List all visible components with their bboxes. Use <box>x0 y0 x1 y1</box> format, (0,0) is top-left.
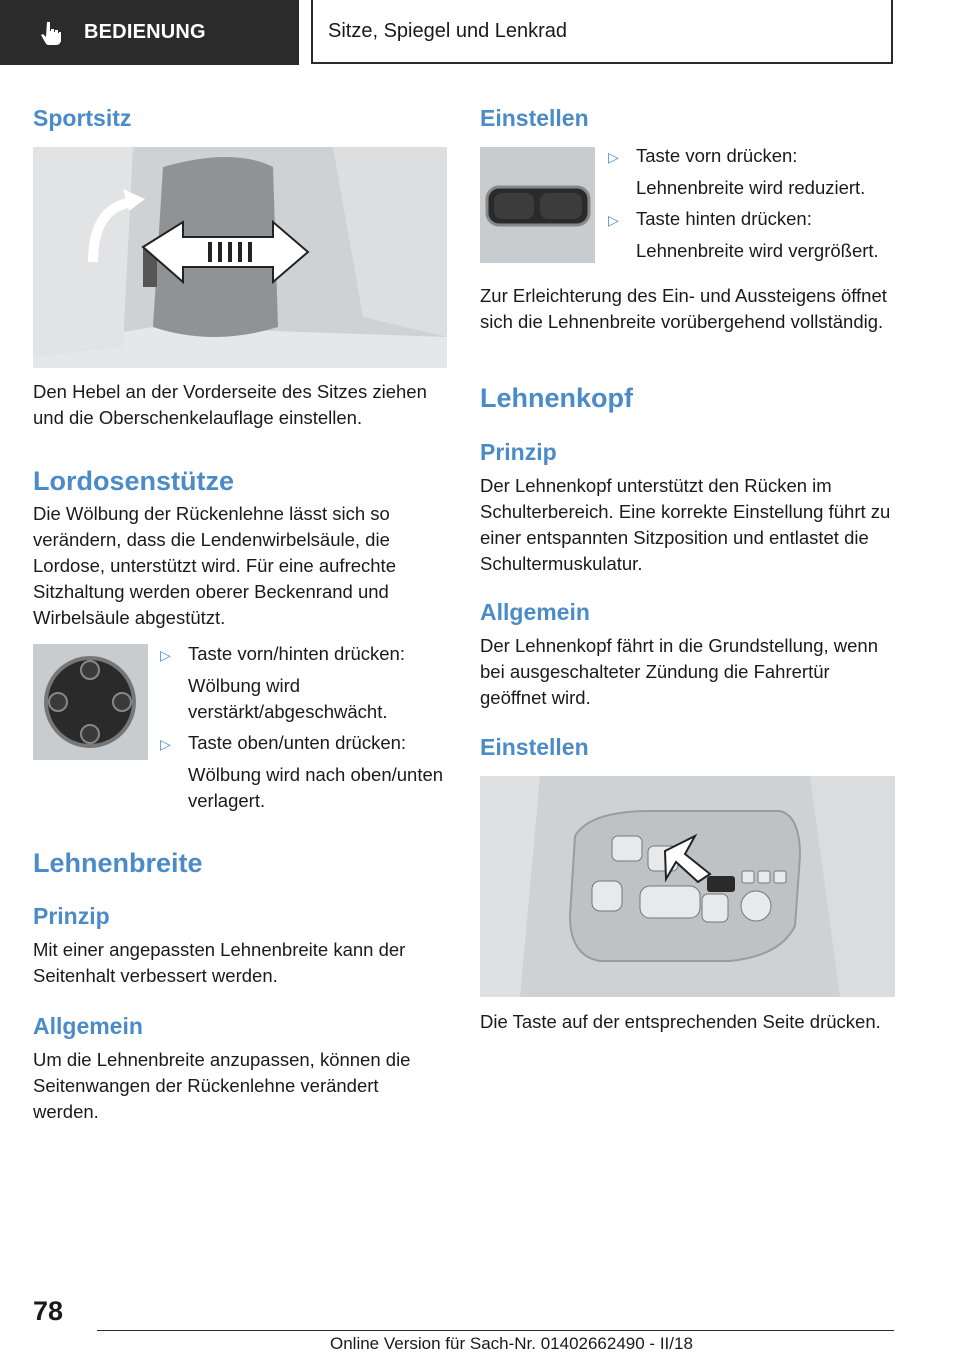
lehnenbreite-heading: Lehnenbreite <box>33 848 203 878</box>
section-tab <box>0 0 299 65</box>
lordose-heading: Lordosenstütze <box>33 466 235 496</box>
bullet-result: Lehnenbreite wird reduziert. <box>636 177 866 198</box>
lehnenbreite-allgemein-text: Um die Lehnenbreite anzupassen, können die Seitenwangen der Rückenlehne verändert werden. <box>33 1049 411 1122</box>
chapter-tab <box>311 0 893 64</box>
einstellen-bullet-list <box>608 143 898 269</box>
triangle-bullet-icon: ▷ <box>608 212 619 228</box>
lehnenkopf-allgemein-heading: Allgemein <box>480 599 590 625</box>
list-item: ▷ Taste vorn/hinten drücken: <box>160 641 450 668</box>
triangle-bullet-icon: ▷ <box>160 736 171 752</box>
triangle-bullet-icon: ▷ <box>608 149 619 165</box>
lehnenbreite-prinzip-heading: Prinzip <box>33 903 110 929</box>
list-item: ▷ Taste vorn drücken: <box>608 143 898 170</box>
sportsitz-figure <box>33 147 447 368</box>
section-title: BEDIENUNG <box>84 21 206 43</box>
lehnenbreite-allgemein-heading: Allgemein <box>33 1013 143 1039</box>
seat-control-panel-figure <box>480 776 895 997</box>
lehnenkopf-einstellen-heading: Einstellen <box>480 734 589 760</box>
lehnenkopf-allgemein-text: Der Lehnenkopf fährt in die Grundstellung, wenn bei ausgeschalteter Zündung die Fahrertür geöffnet wird. <box>480 635 879 708</box>
lehnenkopf-prinzip-heading: Prinzip <box>480 439 557 465</box>
einstellen-heading: Einstellen <box>480 105 589 131</box>
bullet-result: Lehnenbreite wird vergrößert. <box>636 240 879 261</box>
online-version-note: Online Version für Sach-Nr. 01402662490 - II/18 <box>330 1334 693 1353</box>
list-item: ▷ Taste oben/unten drücken: <box>160 730 450 757</box>
lehnenbreite-prinzip-text: Mit einer angepassten Lehnenbreite kann der Seitenhalt verbessert werden. <box>33 939 406 986</box>
sportsitz-heading: Sportsitz <box>33 105 132 131</box>
lordose-text: Die Wölbung der Rückenlehne lässt sich so verändern, dass die Lendenwirbelsäule, die Lordose, unterstützt wird. Für eine aufrechte Sitzhaltung werden oberer Beckenrand und Wirbelsäule abgestützt. <box>33 503 396 628</box>
lehnenkopf-heading: Lehnenkopf <box>480 383 633 413</box>
lordose-bullet-list <box>160 641 450 819</box>
list-item: ▷ Taste hinten drücken: <box>608 206 898 233</box>
lehnenkopf-einstellen-text: Die Taste auf der entsprechenden Seite drücken. <box>480 1011 881 1032</box>
page-number: 78 <box>33 1296 64 1326</box>
bullet-result: Wölbung wird nach oben/unten verlagert. <box>188 764 444 811</box>
triangle-bullet-icon: ▷ <box>160 647 171 663</box>
sportsitz-text: Den Hebel an der Vorderseite des Sitzes ziehen und die Oberschenkelauflage einstellen. <box>33 381 427 428</box>
einstellen-text: Zur Erleichterung des Ein- und Aussteigens öffnet sich die Lehnenbreite vorübergehend vollständig. <box>480 285 887 332</box>
pointing-hand-icon <box>38 20 64 46</box>
lordose-button-figure <box>33 644 148 760</box>
footer-divider <box>97 1330 894 1331</box>
lehnenbreite-button-figure <box>480 147 595 263</box>
bullet-result: Wölbung wird verstärkt/abgeschwächt. <box>188 675 388 722</box>
lehnenkopf-prinzip-text: Der Lehnenkopf unterstützt den Rücken im Schulterbereich. Eine korrekte Einstellung führt zu einer entspannten Sitzposition und entlastet die Schultermuskulatur. <box>480 475 891 574</box>
chapter-title: Sitze, Spiegel und Lenkrad <box>328 19 568 42</box>
